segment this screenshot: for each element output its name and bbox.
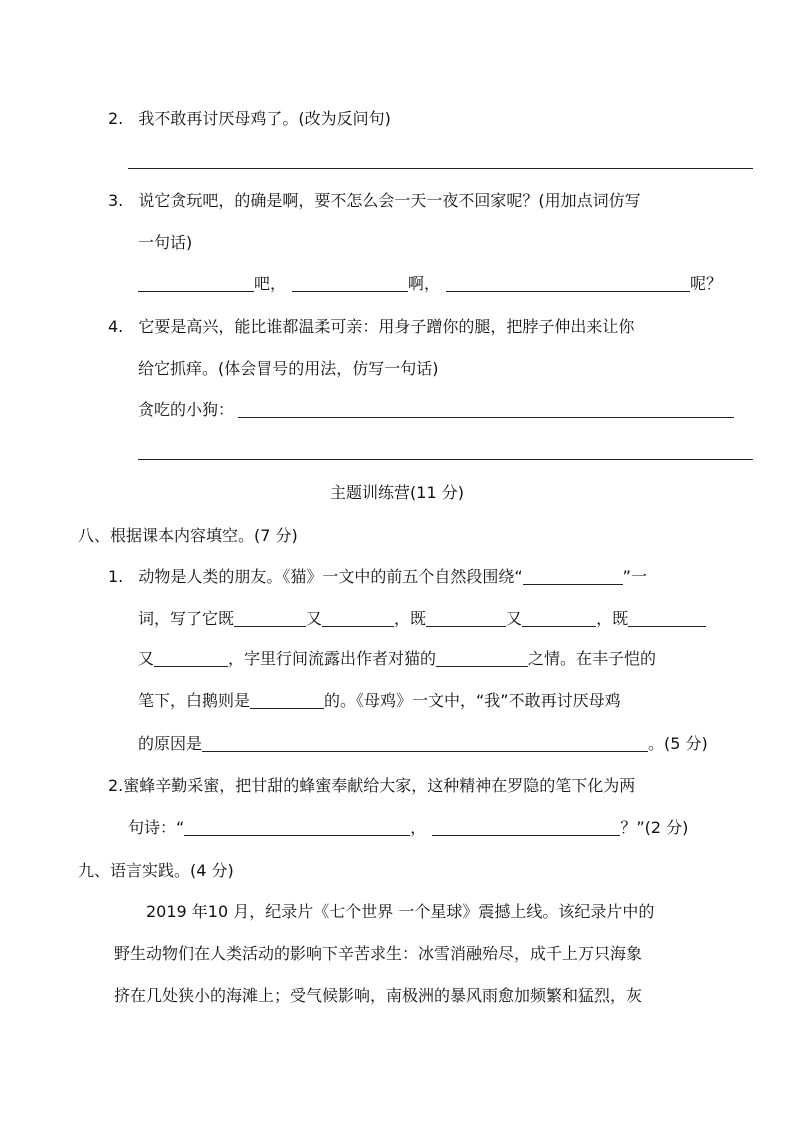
question-number: 2. [108,109,124,128]
fill-text: ，字里行间流露出作者对猫的 [228,649,437,668]
question-4-line2: 给它抓痒。(体会冒号的用法，仿写一句话) [138,359,439,378]
answer-blank[interactable] [436,650,528,667]
fill-text: 又 [306,609,323,628]
answer-blank[interactable] [322,610,394,627]
question-3-fill [138,273,722,295]
fill-text: 吧， [254,274,287,293]
s8-question-1-line5 [138,733,708,755]
answer-blank[interactable] [184,819,410,836]
fill-text: ？”(2 分) [620,818,689,837]
fill-text: 之情。在丰子恺的 [528,649,657,668]
paragraph-line: 野生动物们在人类活动的影响下辛苦求生：冰雪消融殆尽，成千上万只海象 [114,944,643,963]
answer-blank[interactable] [234,610,306,627]
fill-text: 笔下，白鹅则是 [138,691,251,710]
question-number: 4. [108,317,124,336]
section-9-heading: 九、语言实践。(4 分) [78,861,234,880]
answer-line[interactable] [128,168,753,169]
answer-blank[interactable] [154,650,228,667]
prompt-label: 贪吃的小狗： [138,400,235,419]
fill-text: 又 [138,649,155,668]
section-title: 主题训练营(11 分) [330,483,464,502]
fill-text: 句诗：“ [128,818,185,837]
fill-text: 的。《母鸡》一文中，“我”不敢再讨厌母鸡 [324,691,621,710]
paragraph-line: 2019 年10 月，纪录片《七个世界 一个星球》震撼上线。该纪录片中的 [146,902,655,921]
fill-text: ，既 [394,609,427,628]
question-text: 它要是高兴，能比谁都温柔可亲：用身子蹭你的腿，把脖子伸出来让你 [138,317,635,336]
s8-question-1-line4 [138,690,621,712]
question-number: 1. [108,567,124,586]
answer-blank[interactable] [202,735,648,752]
question-2 [108,108,391,130]
question-3-line2: 一句话) [138,233,193,252]
question-4-prompt [138,399,734,421]
question-text: 我不敢再讨厌母鸡了。(改为反问句) [138,109,391,128]
question-number: 3. [108,191,124,210]
fill-text: 动物是人类的朋友。《猫》一文中的前五个自然段围绕“ [138,567,523,586]
question-3 [108,190,641,212]
question-text: 说它贪玩吧，的确是啊，要不怎么会一天一夜不回家呢？(用加点词仿写 [138,191,641,210]
fill-text: ，既 [596,609,629,628]
answer-blank[interactable] [628,610,706,627]
fill-text: ”一 [622,567,647,586]
s8-question-1-line1 [108,566,647,588]
answer-blank[interactable] [522,610,596,627]
answer-blank[interactable] [238,401,734,418]
answer-blank[interactable] [426,610,506,627]
answer-blank[interactable] [446,275,690,292]
answer-blank[interactable] [432,819,620,836]
s8-question-2-line2 [128,817,688,839]
fill-text: 。(5 分) [648,734,708,753]
answer-blank[interactable] [523,568,623,585]
section-8-heading: 八、根据课本内容填空。(7 分) [78,526,298,545]
answer-blank[interactable] [138,275,254,292]
fill-text: 又 [506,609,523,628]
fill-text: 啊， [408,274,441,293]
question-4 [108,316,634,338]
fill-text: 的原因是 [138,734,203,753]
fill-text: 词，写了它既 [138,609,235,628]
answer-blank[interactable] [292,275,408,292]
fill-text: ， [410,818,427,837]
s8-question-1-line3 [138,648,656,670]
paragraph-line: 挤在几处狭小的海滩上；受气候影响，南极洲的暴风雨愈加频繁和猛烈，灰 [114,986,643,1005]
answer-line[interactable] [138,459,753,460]
fill-text: 呢？ [690,274,723,293]
s8-question-1-line2 [138,608,706,630]
s8-question-2-line1: 2.蜜蜂辛勤采蜜，把甘甜的蜂蜜奉献给大家，这种精神在罗隐的笔下化为两 [108,776,636,795]
answer-blank[interactable] [250,692,324,709]
